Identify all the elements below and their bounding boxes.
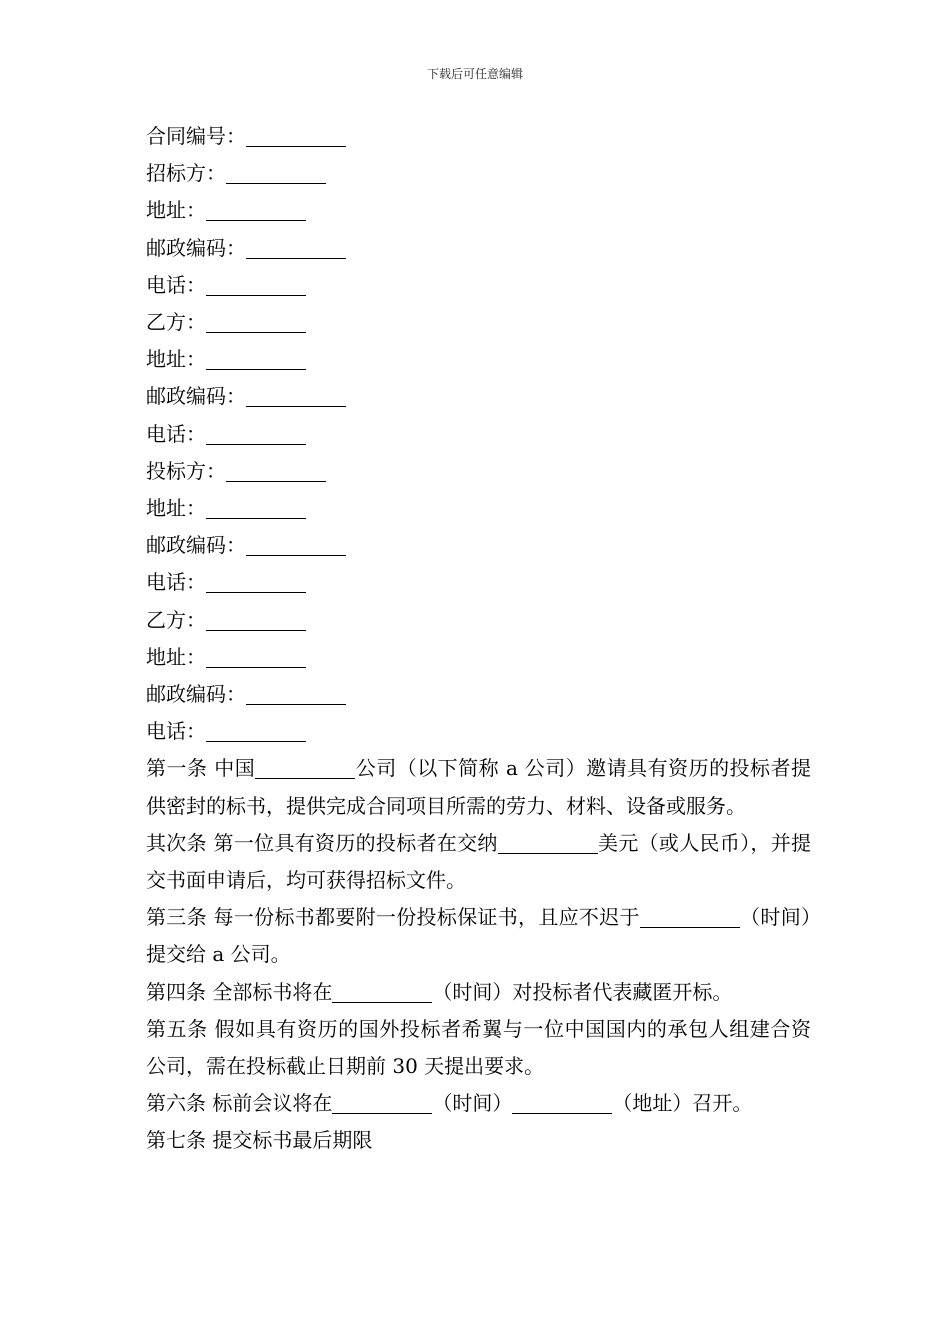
blank-line [498, 832, 598, 854]
blank-line [206, 571, 306, 593]
blank-line [206, 497, 306, 519]
blank-line [512, 1092, 612, 1114]
article-1 [146, 750, 811, 824]
article-text: 第七条 提交标书最后期限 [146, 1128, 373, 1153]
field-address [146, 192, 811, 229]
article-text: 第四条 全部标书将在 [146, 979, 333, 1004]
field-phone [146, 713, 811, 750]
field-phone [146, 564, 811, 601]
blank-line [206, 423, 306, 445]
article-text: 第三条 每一份标书都要附一份投标保证书，且应不迟于 [146, 905, 640, 930]
article-text: （时间）提交给 a 公司。 [146, 905, 812, 967]
field-phone [146, 267, 811, 304]
field-label: 邮政编码： [146, 384, 246, 409]
field-address [146, 490, 811, 527]
blank-line [206, 348, 306, 370]
field-label: 邮政编码： [146, 533, 246, 558]
blank-line [206, 720, 306, 742]
article-4 [146, 974, 811, 1011]
field-label: 电话： [146, 719, 206, 744]
field-label: 乙方： [146, 607, 206, 632]
blank-line [206, 609, 306, 631]
article-text: 第五条 假如具有资历的国外投标者希翼与一位中国国内的承包人组建合资公司，需在投标截止日期前 30 天提出要求。 [146, 1016, 811, 1079]
blank-line [246, 534, 346, 556]
field-party-b [146, 304, 811, 341]
field-label: 电话： [146, 421, 206, 446]
field-postcode [146, 527, 811, 564]
article-text: 美元（或人民币），并提交书面申请后，均可获得招标文件。 [146, 830, 812, 893]
field-label: 电话： [146, 570, 206, 595]
article-text: （时间）对投标者代表藏匿开标。 [432, 979, 733, 1004]
article-7 [146, 1122, 811, 1159]
blank-line [246, 125, 346, 147]
blank-line [255, 757, 355, 779]
field-address [146, 639, 811, 676]
field-label: 投标方： [146, 458, 226, 483]
field-label: 邮政编码： [146, 682, 246, 707]
field-label: 地址： [146, 644, 206, 669]
article-text: 其次条 第一位具有资历的投标者在交纳 [146, 830, 498, 855]
article-text: （地址）召开。 [612, 1091, 753, 1116]
field-label: 合同编号： [146, 124, 246, 148]
article-text: 公司（以下简称 a 公司）邀请具有资历的投标者提供密封的标书，提供完成合同项目所需的劳力、材料、设备或服务。 [146, 756, 812, 818]
field-label: 地址： [146, 198, 206, 223]
field-postcode [146, 378, 811, 415]
article-text: 第一条 中国 [146, 756, 256, 781]
blank-line [332, 981, 432, 1003]
field-label: 电话： [146, 272, 206, 297]
field-contract-number [146, 118, 811, 155]
blank-line [246, 385, 346, 407]
blank-line [640, 906, 740, 928]
field-label: 乙方： [146, 310, 206, 335]
field-label: 邮政编码： [146, 235, 246, 260]
field-postcode [146, 676, 811, 713]
field-postcode [146, 230, 811, 267]
field-bidder [146, 453, 811, 490]
article-6 [146, 1085, 811, 1122]
article-3 [146, 899, 811, 973]
article-2 [146, 825, 811, 899]
blank-line [226, 460, 326, 482]
field-address [146, 341, 811, 378]
blank-line [206, 311, 306, 333]
blank-line [246, 237, 346, 259]
contract-body [146, 118, 811, 1160]
page-header-note: 下载后可任意编辑 [426, 67, 523, 81]
field-party-b [146, 602, 811, 639]
article-5 [146, 1011, 811, 1085]
article-text: 第六条 标前会议将在 [146, 1091, 333, 1116]
field-tenderer [146, 155, 811, 192]
field-label: 招标方： [146, 161, 226, 186]
blank-line [226, 162, 326, 184]
blank-line [206, 274, 306, 296]
blank-line [206, 199, 306, 221]
article-text: （时间） [432, 1091, 513, 1116]
blank-line [246, 683, 346, 705]
field-label: 地址： [146, 496, 206, 521]
field-label: 地址： [146, 347, 206, 372]
field-phone [146, 416, 811, 453]
blank-line [206, 646, 306, 668]
blank-line [332, 1092, 432, 1114]
